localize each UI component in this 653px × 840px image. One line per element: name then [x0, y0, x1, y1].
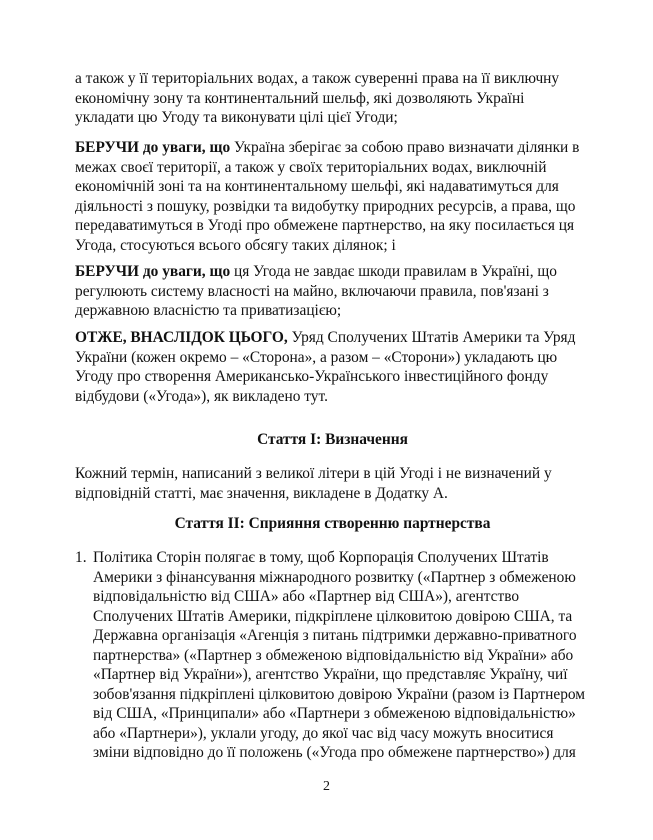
paragraph-lead: БЕРУЧИ до уваги, що — [75, 263, 231, 280]
article-1-heading: Стаття I: Визначення — [257, 431, 408, 448]
paragraph-territorial-waters: а також у її територіальних водах, а також суверенні права на її виключну економічну зону та континентальний шельф, які дозволяють Україні укладати цю Угоду та виконувати цілі цієї Угоди; — [75, 70, 560, 126]
article-1-text: Кожний термін, написаний з великої літери в цій Угоді і не визначений у відповідній статті, має значення, викладене в Додатку А. — [75, 465, 552, 502]
paragraph-lead: ОТЖЕ, ВНАСЛІДОК ЦЬОГО, — [75, 329, 288, 346]
paragraph-now-therefore — [75, 328, 585, 406]
page-number: 2 — [323, 779, 330, 794]
paragraph-body: Україна зберігає за собою право визначати ділянки в межах своєї території, а також у своїх територіальних водах, виключній економічній зоні та на континентальному шельфі, які надаватимуться для діяльності з пошуку, розвідки та видобутку природних ресурсів, а права, що передаватимуться в Угоді про обмежене партнерство, на яку посилається ця Угода, стосуються всього обсягу таких ділянок; і — [75, 139, 580, 254]
paragraph-body: Уряд Сполучених Штатів Америки та Уряд України (кожен окремо – «Сторона», а разом – «Сторони») укладають цю Угоду про створення Американсько-Українського інвестиційного фонду відбудови («Угода»), як викладено тут. — [75, 329, 576, 405]
list-item-text: Політика Сторін полягає в тому, щоб Корпорація Сполучених Штатів Америки з фінансування міжнародного розвитку («Партнер з обмеженою відповідальністю від США» або «Партнер від США»), агентство Сполучених Штатів Америки, підкріплене цілковитою довірою США, та Державна організація «Агенція з питань підтримки державно-приватного партнерства» («Партнер з обмеженою відповідальністю від України» або «Партнер від України»), агентство України, що представляє Україну, чиї зобов'язання підкріплені цілковитою довірою України (разом із Партнером від США, «Принципали» або «Партнери з обмеженою відповідальністю» або «Партнери»), уклали угоду, до якої час від часу можуть вноситися зміни відповідно до її положень («Угода про обмежене партнерство») для — [93, 549, 586, 761]
article-2-heading: Стаття II: Сприяння створенню партнерства — [174, 515, 491, 532]
list-item-number: 1. — [75, 549, 87, 566]
paragraph-whereas-property — [75, 262, 585, 321]
paragraph-lead: БЕРУЧИ до уваги, що — [75, 139, 231, 156]
paragraph-whereas-areas — [75, 138, 585, 255]
paragraph-body: ця Угода не завдає шкоди правилам в Україні, що регулюють систему власності на майно, включаючи правила, пов'язані з державною власністю та приватизацією; — [75, 263, 557, 319]
